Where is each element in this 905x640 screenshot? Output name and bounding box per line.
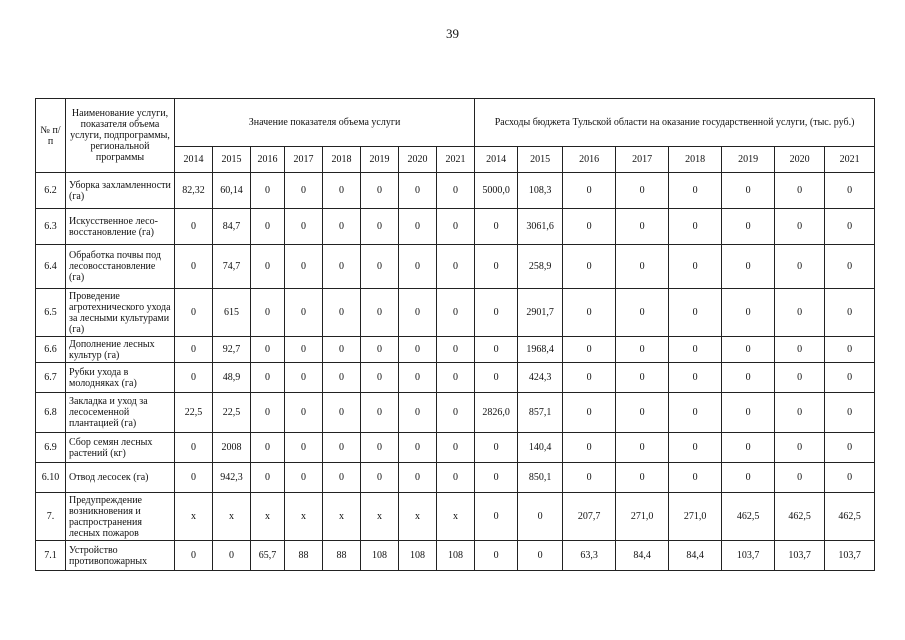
expense-value: 0: [775, 289, 825, 337]
expense-value: 0: [669, 173, 722, 209]
budget-table: [35, 98, 875, 571]
volume-value: 0: [437, 173, 475, 209]
volume-year-header: 2017: [285, 147, 323, 173]
volume-value: 0: [323, 173, 361, 209]
volume-group-header: Значение показателя объема услуги: [175, 99, 475, 147]
expense-group-header: Расходы бюджета Тульской области на оказание государственной услуги, (тыс. руб.): [475, 99, 875, 147]
volume-value: 0: [399, 393, 437, 433]
expense-value: 0: [616, 245, 669, 289]
volume-value: 0: [361, 393, 399, 433]
expense-value: 0: [563, 363, 616, 393]
volume-value: 0: [399, 433, 437, 463]
volume-value: 0: [251, 289, 285, 337]
volume-value: 108: [437, 541, 475, 571]
expense-value: 462,5: [825, 493, 875, 541]
expense-value: 0: [475, 541, 518, 571]
expense-value: 850,1: [518, 463, 563, 493]
row-name: Уборка захламленности (га): [66, 173, 175, 209]
table-row: [36, 433, 875, 463]
expense-value: 0: [825, 363, 875, 393]
expense-value: 2826,0: [475, 393, 518, 433]
table-row: [36, 173, 875, 209]
volume-value: 0: [285, 173, 323, 209]
expense-value: 0: [825, 433, 875, 463]
expense-value: 0: [775, 463, 825, 493]
volume-value: 0: [175, 541, 213, 571]
expense-value: 63,3: [563, 541, 616, 571]
expense-value: 0: [775, 393, 825, 433]
volume-value: 0: [323, 393, 361, 433]
expense-value: 0: [475, 337, 518, 363]
expense-value: 462,5: [722, 493, 775, 541]
expense-year-header: 2015: [518, 147, 563, 173]
expense-value: 0: [563, 433, 616, 463]
volume-value: 0: [399, 337, 437, 363]
volume-value: 84,7: [213, 209, 251, 245]
volume-value: 92,7: [213, 337, 251, 363]
volume-value: 82,32: [175, 173, 213, 209]
volume-value: 0: [437, 245, 475, 289]
volume-value: x: [285, 493, 323, 541]
expense-value: 0: [669, 463, 722, 493]
volume-value: 0: [323, 209, 361, 245]
volume-value: 22,5: [175, 393, 213, 433]
volume-value: 0: [361, 463, 399, 493]
volume-value: x: [361, 493, 399, 541]
volume-value: 0: [285, 337, 323, 363]
row-number: 6.2: [36, 173, 66, 209]
row-number: 6.7: [36, 363, 66, 393]
expense-year-header: 2017: [616, 147, 669, 173]
expense-value: 5000,0: [475, 173, 518, 209]
volume-value: 0: [323, 363, 361, 393]
volume-value: 0: [399, 173, 437, 209]
row-name: Обработка почвы под лесовосстановление (га): [66, 245, 175, 289]
row-number: 6.9: [36, 433, 66, 463]
expense-value: 0: [722, 433, 775, 463]
volume-value: 74,7: [213, 245, 251, 289]
expense-value: 1968,4: [518, 337, 563, 363]
expense-value: 0: [669, 337, 722, 363]
expense-value: 0: [616, 337, 669, 363]
volume-value: x: [175, 493, 213, 541]
table-row: [36, 493, 875, 541]
volume-value: 65,7: [251, 541, 285, 571]
volume-value: 0: [399, 209, 437, 245]
table-row: [36, 209, 875, 245]
volume-value: 0: [251, 245, 285, 289]
volume-value: 0: [437, 337, 475, 363]
table-body: [36, 173, 875, 571]
expense-value: 462,5: [775, 493, 825, 541]
expense-value: 0: [475, 493, 518, 541]
volume-year-header: 2014: [175, 147, 213, 173]
expense-value: 0: [475, 433, 518, 463]
expense-value: 140,4: [518, 433, 563, 463]
expense-value: 0: [563, 173, 616, 209]
volume-value: 0: [175, 209, 213, 245]
volume-value: 0: [361, 433, 399, 463]
expense-value: 0: [825, 393, 875, 433]
volume-value: 0: [285, 245, 323, 289]
expense-value: 0: [475, 289, 518, 337]
row-number: 7.: [36, 493, 66, 541]
row-name: Искусственное лесо-восстановление (га): [66, 209, 175, 245]
expense-value: 0: [825, 173, 875, 209]
expense-value: 0: [775, 363, 825, 393]
expense-value: 207,7: [563, 493, 616, 541]
expense-value: 0: [722, 363, 775, 393]
table-row: [36, 393, 875, 433]
volume-value: 0: [437, 289, 475, 337]
expense-value: 0: [669, 433, 722, 463]
expense-value: 0: [825, 245, 875, 289]
name-header: Наименование услуги, показателя объема услуги, подпрограммы, региональной программы: [66, 99, 175, 173]
volume-value: 0: [175, 289, 213, 337]
expense-value: 0: [475, 363, 518, 393]
expense-value: 2901,7: [518, 289, 563, 337]
volume-value: x: [437, 493, 475, 541]
row-name: Предупреждение возникновения и распространения лесных пожаров: [66, 493, 175, 541]
expense-value: 0: [563, 289, 616, 337]
volume-value: 0: [285, 463, 323, 493]
volume-value: 0: [437, 393, 475, 433]
volume-value: 0: [437, 209, 475, 245]
expense-value: 0: [825, 337, 875, 363]
volume-value: 88: [285, 541, 323, 571]
expense-value: 0: [775, 209, 825, 245]
expense-value: 0: [722, 245, 775, 289]
row-number: 6.4: [36, 245, 66, 289]
row-number: 6.5: [36, 289, 66, 337]
volume-value: 0: [175, 363, 213, 393]
table-row: [36, 463, 875, 493]
expense-value: 0: [775, 433, 825, 463]
expense-value: 0: [616, 463, 669, 493]
volume-value: 0: [251, 363, 285, 393]
volume-value: 0: [361, 209, 399, 245]
expense-value: 0: [616, 289, 669, 337]
volume-year-header: 2015: [213, 147, 251, 173]
volume-value: 0: [251, 393, 285, 433]
volume-year-header: 2021: [437, 147, 475, 173]
volume-value: 0: [323, 433, 361, 463]
volume-value: 0: [323, 337, 361, 363]
expense-value: 0: [518, 541, 563, 571]
volume-value: 0: [285, 363, 323, 393]
volume-value: 0: [285, 289, 323, 337]
expense-value: 0: [775, 173, 825, 209]
expense-value: 0: [825, 463, 875, 493]
expense-value: 3061,6: [518, 209, 563, 245]
expense-value: 84,4: [616, 541, 669, 571]
row-name: Рубки ухода в молодняках (га): [66, 363, 175, 393]
expense-value: 0: [825, 289, 875, 337]
volume-value: x: [323, 493, 361, 541]
expense-value: 0: [475, 245, 518, 289]
volume-year-header: 2019: [361, 147, 399, 173]
num-header: № п/п: [36, 99, 66, 173]
volume-year-header: 2020: [399, 147, 437, 173]
volume-value: 0: [285, 393, 323, 433]
volume-value: 0: [251, 433, 285, 463]
expense-value: 0: [563, 209, 616, 245]
expense-value: 84,4: [669, 541, 722, 571]
volume-value: 0: [361, 337, 399, 363]
expense-value: 0: [722, 393, 775, 433]
table-row: [36, 337, 875, 363]
volume-value: 60,14: [213, 173, 251, 209]
volume-value: 0: [285, 433, 323, 463]
expense-year-header: 2020: [775, 147, 825, 173]
expense-value: 0: [722, 337, 775, 363]
volume-value: 0: [361, 363, 399, 393]
expense-value: 0: [475, 209, 518, 245]
volume-value: 0: [251, 209, 285, 245]
volume-value: 0: [437, 463, 475, 493]
expense-value: 0: [722, 173, 775, 209]
volume-value: 0: [399, 245, 437, 289]
expense-value: 0: [722, 289, 775, 337]
volume-value: 88: [323, 541, 361, 571]
volume-value: 0: [251, 463, 285, 493]
expense-value: 0: [722, 209, 775, 245]
expense-value: 0: [563, 393, 616, 433]
volume-value: 0: [251, 337, 285, 363]
table-row: [36, 541, 875, 571]
row-number: 7.1: [36, 541, 66, 571]
row-number: 6.6: [36, 337, 66, 363]
volume-value: 0: [323, 245, 361, 289]
expense-value: 0: [825, 209, 875, 245]
expense-year-header: 2019: [722, 147, 775, 173]
volume-value: 0: [323, 289, 361, 337]
volume-value: 0: [251, 173, 285, 209]
expense-value: 0: [616, 173, 669, 209]
table-row: [36, 289, 875, 337]
expense-value: 103,7: [722, 541, 775, 571]
volume-value: 0: [285, 209, 323, 245]
volume-value: 0: [399, 289, 437, 337]
expense-value: 0: [669, 363, 722, 393]
volume-value: 0: [361, 245, 399, 289]
volume-value: 0: [213, 541, 251, 571]
expense-value: 424,3: [518, 363, 563, 393]
volume-year-header: 2018: [323, 147, 361, 173]
volume-year-header: 2016: [251, 147, 285, 173]
expense-value: 0: [669, 209, 722, 245]
expense-value: 0: [722, 463, 775, 493]
volume-value: 0: [437, 433, 475, 463]
expense-value: 0: [518, 493, 563, 541]
volume-value: 0: [175, 245, 213, 289]
expense-year-header: 2018: [669, 147, 722, 173]
expense-value: 103,7: [825, 541, 875, 571]
expense-value: 271,0: [669, 493, 722, 541]
volume-value: x: [213, 493, 251, 541]
expense-year-header: 2021: [825, 147, 875, 173]
volume-value: 0: [437, 363, 475, 393]
table-row: [36, 363, 875, 393]
volume-value: x: [251, 493, 285, 541]
volume-value: 0: [175, 463, 213, 493]
expense-value: 0: [616, 209, 669, 245]
expense-year-header: 2016: [563, 147, 616, 173]
volume-value: 0: [361, 173, 399, 209]
row-number: 6.3: [36, 209, 66, 245]
expense-value: 0: [563, 245, 616, 289]
expense-value: 0: [616, 433, 669, 463]
volume-value: 2008: [213, 433, 251, 463]
volume-value: 615: [213, 289, 251, 337]
volume-value: 0: [399, 363, 437, 393]
row-name: Проведение агротехнического ухода за лесными культурами (га): [66, 289, 175, 337]
expense-value: 0: [616, 393, 669, 433]
volume-value: x: [399, 493, 437, 541]
expense-value: 0: [616, 363, 669, 393]
row-name: Устройство противопожарных: [66, 541, 175, 571]
expense-value: 108,3: [518, 173, 563, 209]
expense-value: 0: [563, 337, 616, 363]
expense-value: 103,7: [775, 541, 825, 571]
expense-year-header: 2014: [475, 147, 518, 173]
volume-value: 0: [175, 433, 213, 463]
expense-value: 0: [563, 463, 616, 493]
volume-value: 942,3: [213, 463, 251, 493]
volume-value: 108: [361, 541, 399, 571]
volume-value: 0: [175, 337, 213, 363]
table-row: [36, 245, 875, 289]
row-name: Сбор семян лесных растений (кг): [66, 433, 175, 463]
volume-value: 0: [361, 289, 399, 337]
expense-value: 0: [669, 245, 722, 289]
expense-value: 0: [669, 393, 722, 433]
expense-value: 0: [775, 245, 825, 289]
row-number: 6.10: [36, 463, 66, 493]
volume-value: 48,9: [213, 363, 251, 393]
expense-value: 0: [669, 289, 722, 337]
volume-value: 108: [399, 541, 437, 571]
expense-value: 271,0: [616, 493, 669, 541]
row-name: Дополнение лесных культур (га): [66, 337, 175, 363]
page-number: 39: [446, 26, 459, 41]
row-number: 6.8: [36, 393, 66, 433]
expense-value: 0: [775, 337, 825, 363]
volume-value: 0: [323, 463, 361, 493]
row-name: Закладка и уход за лесосеменной плантацией (га): [66, 393, 175, 433]
row-name: Отвод лесосек (га): [66, 463, 175, 493]
expense-value: 258,9: [518, 245, 563, 289]
volume-value: 22,5: [213, 393, 251, 433]
volume-value: 0: [399, 463, 437, 493]
expense-value: 0: [475, 463, 518, 493]
expense-value: 857,1: [518, 393, 563, 433]
